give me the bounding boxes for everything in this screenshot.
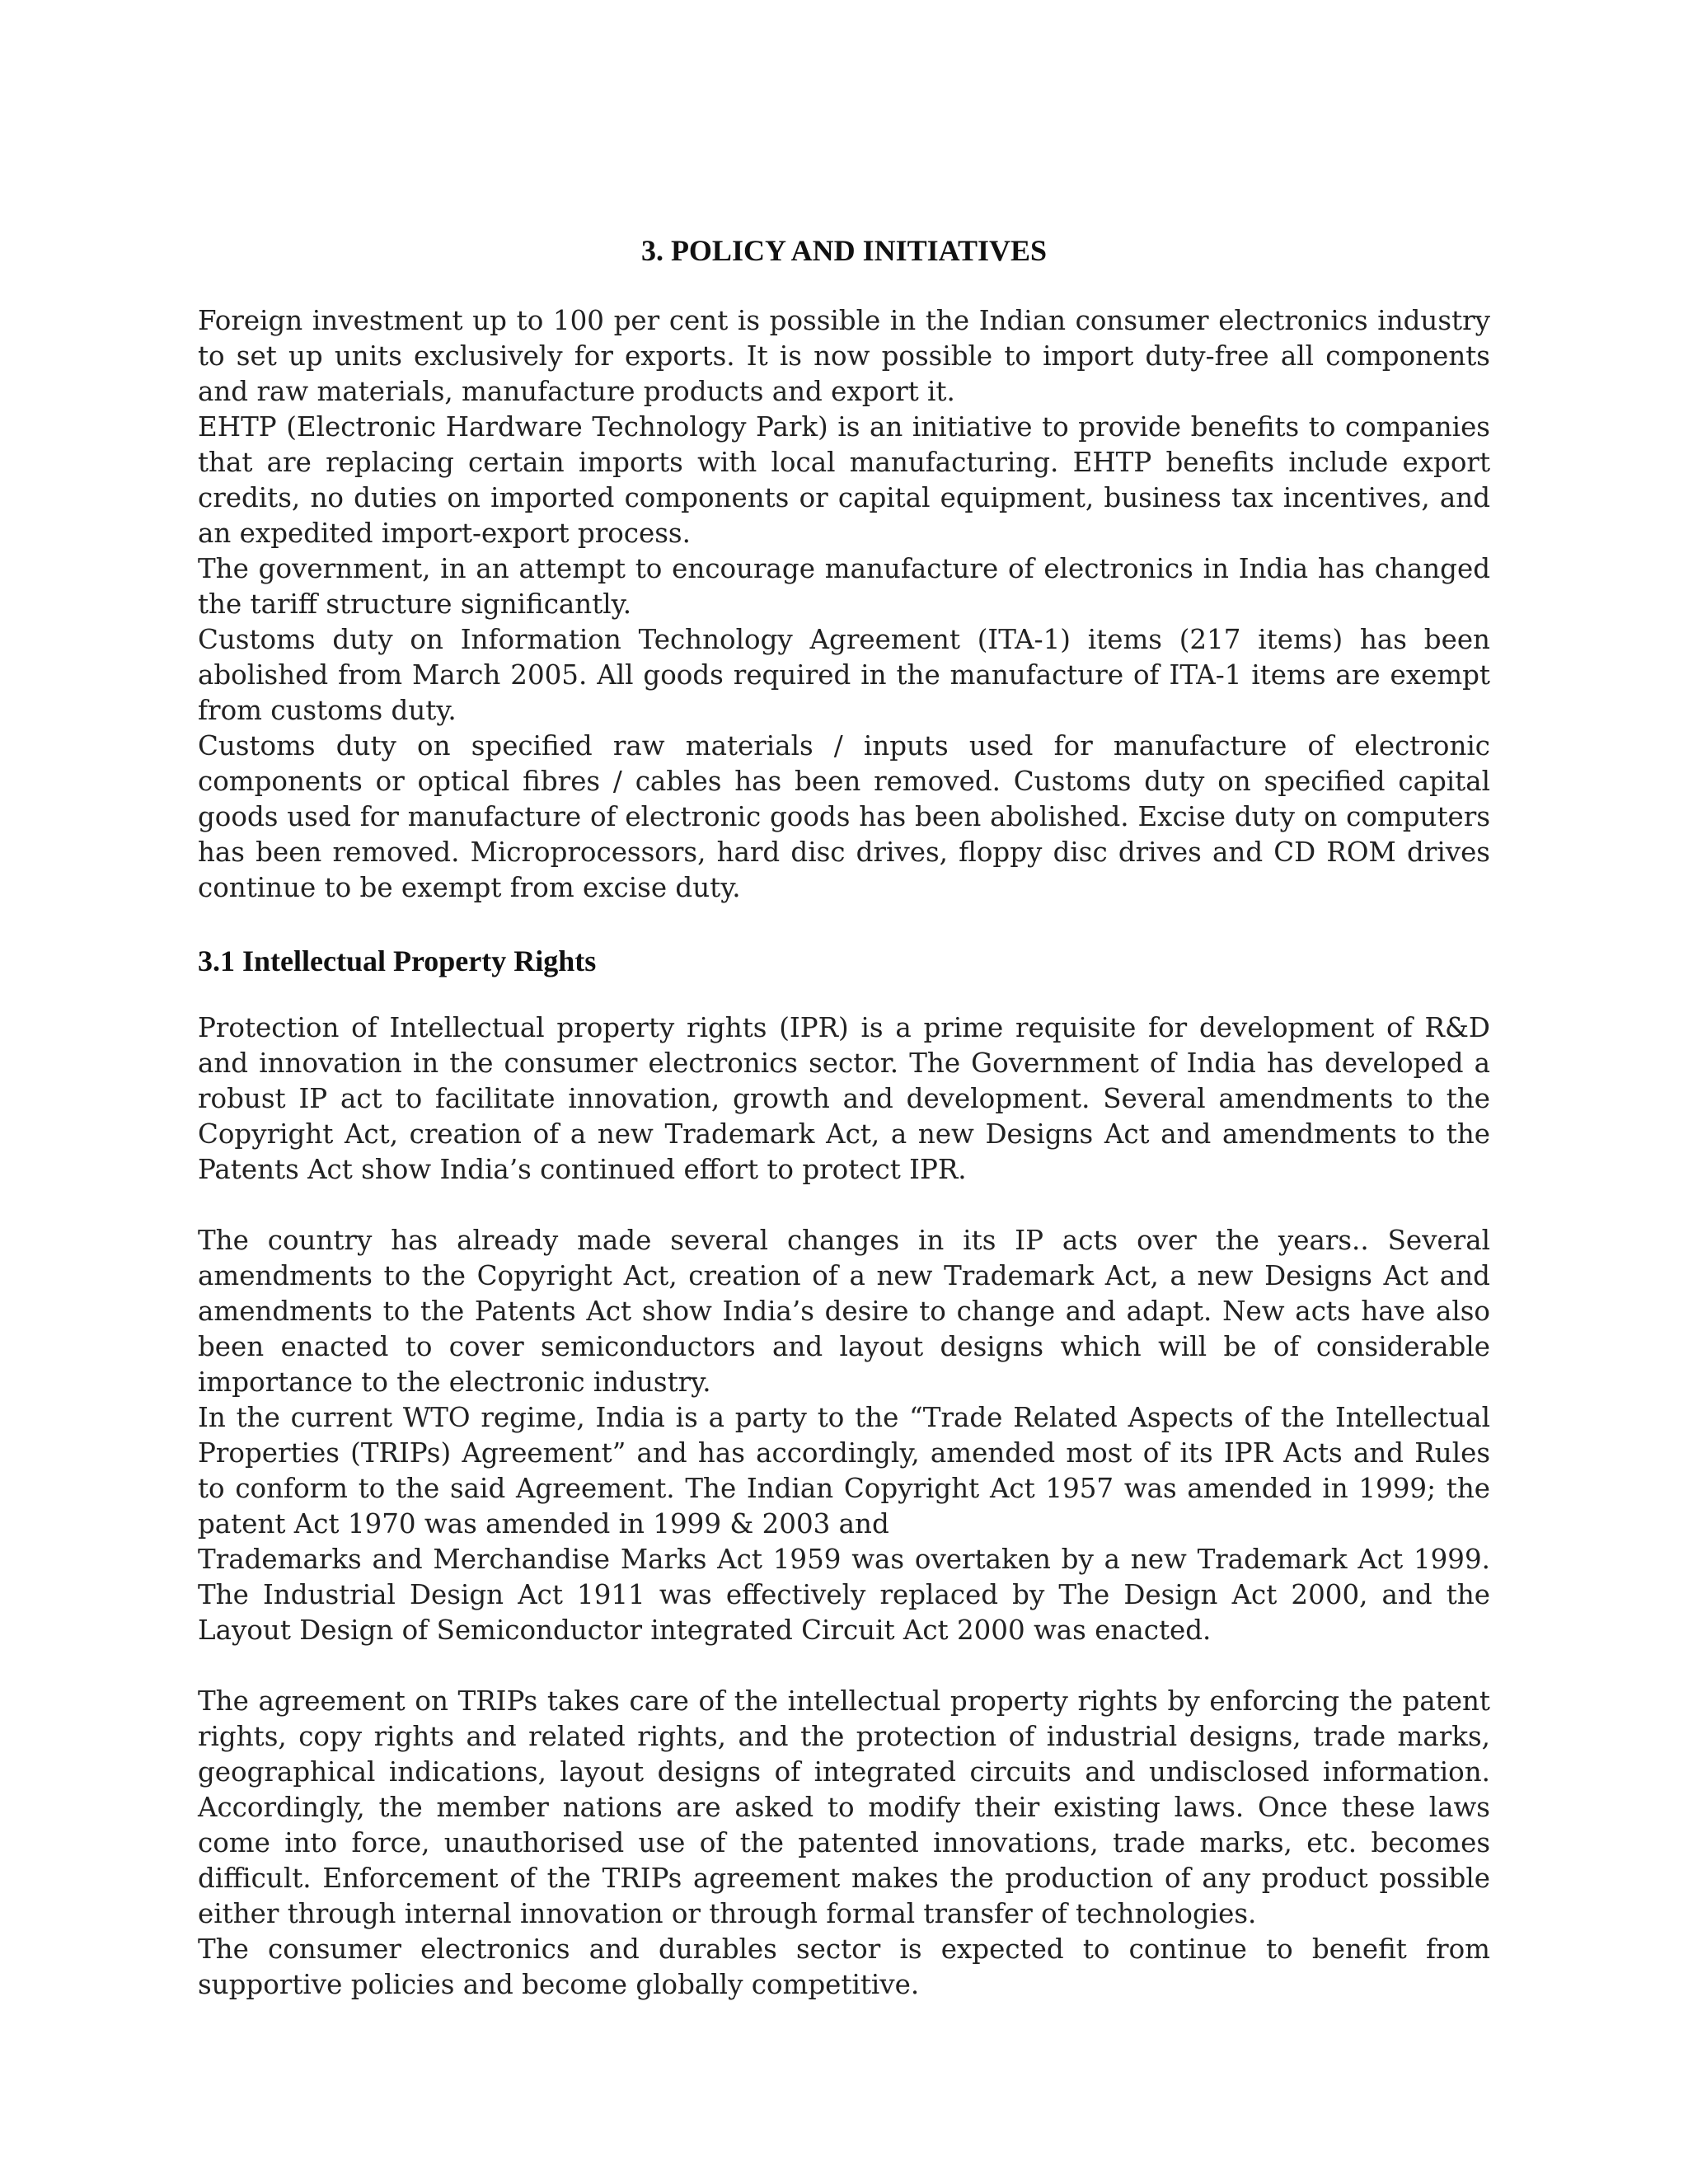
paragraph-sector-outlook: The consumer electronics and durables sector is expected to continue to benefit from supportive policies and become globally competitive. xyxy=(198,1933,1490,2000)
chapter-title: 3. POLICY AND INITIATIVES xyxy=(640,234,1048,267)
paragraph-wto-trips: In the current WTO regime, India is a party to the “Trade Related Aspects of the Intellectual Properties (TRIPs) Agreement” and has accordingly, amended most of its IPR Acts and Rules to conform to the said Agreement. The Indian Copyright Act 1957 was amended in 1999; the patent Act 1970 was amended in 1999 & 2003 and xyxy=(198,1402,1490,1540)
document-body xyxy=(198,231,1490,2003)
paragraph-trademarks-act: Trademarks and Merchandise Marks Act 1959 was overtaken by a new Trademark Act 1999. The Industrial Design Act 1911 was effectively replaced by The Design Act 2000, and the Layout Design of Semiconductor integrated Circuit Act 2000 was enacted. xyxy=(198,1544,1490,1646)
paragraph-tariff-structure: The government, in an attempt to encourage manufacture of electronics in India has changed the tariff structure significantly. xyxy=(198,553,1490,620)
paragraph-raw-materials-duty: Customs duty on specified raw materials / inputs used for manufacture of electronic components or optical fibres / cables has been removed. Customs duty on specified capital goods used for manufacture of electronic goods has been abolished. Excise duty on computers has been removed. Microprocessors, hard disc drives, floppy disc drives and CD ROM drives continue to be exempt from excise duty. xyxy=(198,730,1490,903)
paragraph-foreign-investment: Foreign investment up to 100 per cent is possible in the Indian consumer electronics industry to set up units exclusively for exports. It is now possible to import duty-free all components and raw materials, manufacture products and export it. xyxy=(198,305,1490,407)
paragraph-ita-customs-duty: Customs duty on Information Technology Agreement (ITA-1) items (217 items) has been abolished from March 2005. All goods required in the manufacture of ITA-1 items are exempt from customs duty. xyxy=(198,624,1490,726)
paragraph-ipr-protection: Protection of Intellectual property rights (IPR) is a prime requisite for development of R&D and innovation in the consumer electronics sector. The Government of India has developed a robust IP act to facilitate innovation, growth and development. Several amendments to the Copyright Act, creation of a new Trademark Act, a new Designs Act and amendments to the Patents Act show India’s continued effort to protect IPR. xyxy=(198,1012,1490,1185)
section-title-ipr: 3.1 Intellectual Property Rights xyxy=(198,944,597,977)
paragraph-ip-acts-changes: The country has already made several changes in its IP acts over the years.. Several amendments to the Copyright Act, creation of a new Trademark Act, a new Designs Act and amendments to the Patents Act show India’s desire to change and adapt. New acts have also been enacted to cover semiconductors and layout designs which will be of considerable importance to the electronic industry. xyxy=(198,1225,1490,1398)
paragraph-trips-agreement: The agreement on TRIPs takes care of the intellectual property rights by enforcing the patent rights, copy rights and related rights, and the protection of industrial designs, trade marks, geographical indications, layout designs of integrated circuits and undisclosed information. Accordingly, the member nations are asked to modify their existing laws. Once these laws come into force, unauthorised use of the patented innovations, trade marks, etc. becomes difficult. Enforcement of the TRIPs agreement makes the production of any product possible either through internal innovation or through formal transfer of technologies. xyxy=(198,1685,1490,1929)
paragraph-ehtp: EHTP (Electronic Hardware Technology Park) is an initiative to provide benefits to companies that are replacing certain imports with local manufacturing. EHTP benefits include export credits, no duties on imported components or capital equipment, business tax incentives, and an expedited import-export process. xyxy=(198,411,1490,549)
